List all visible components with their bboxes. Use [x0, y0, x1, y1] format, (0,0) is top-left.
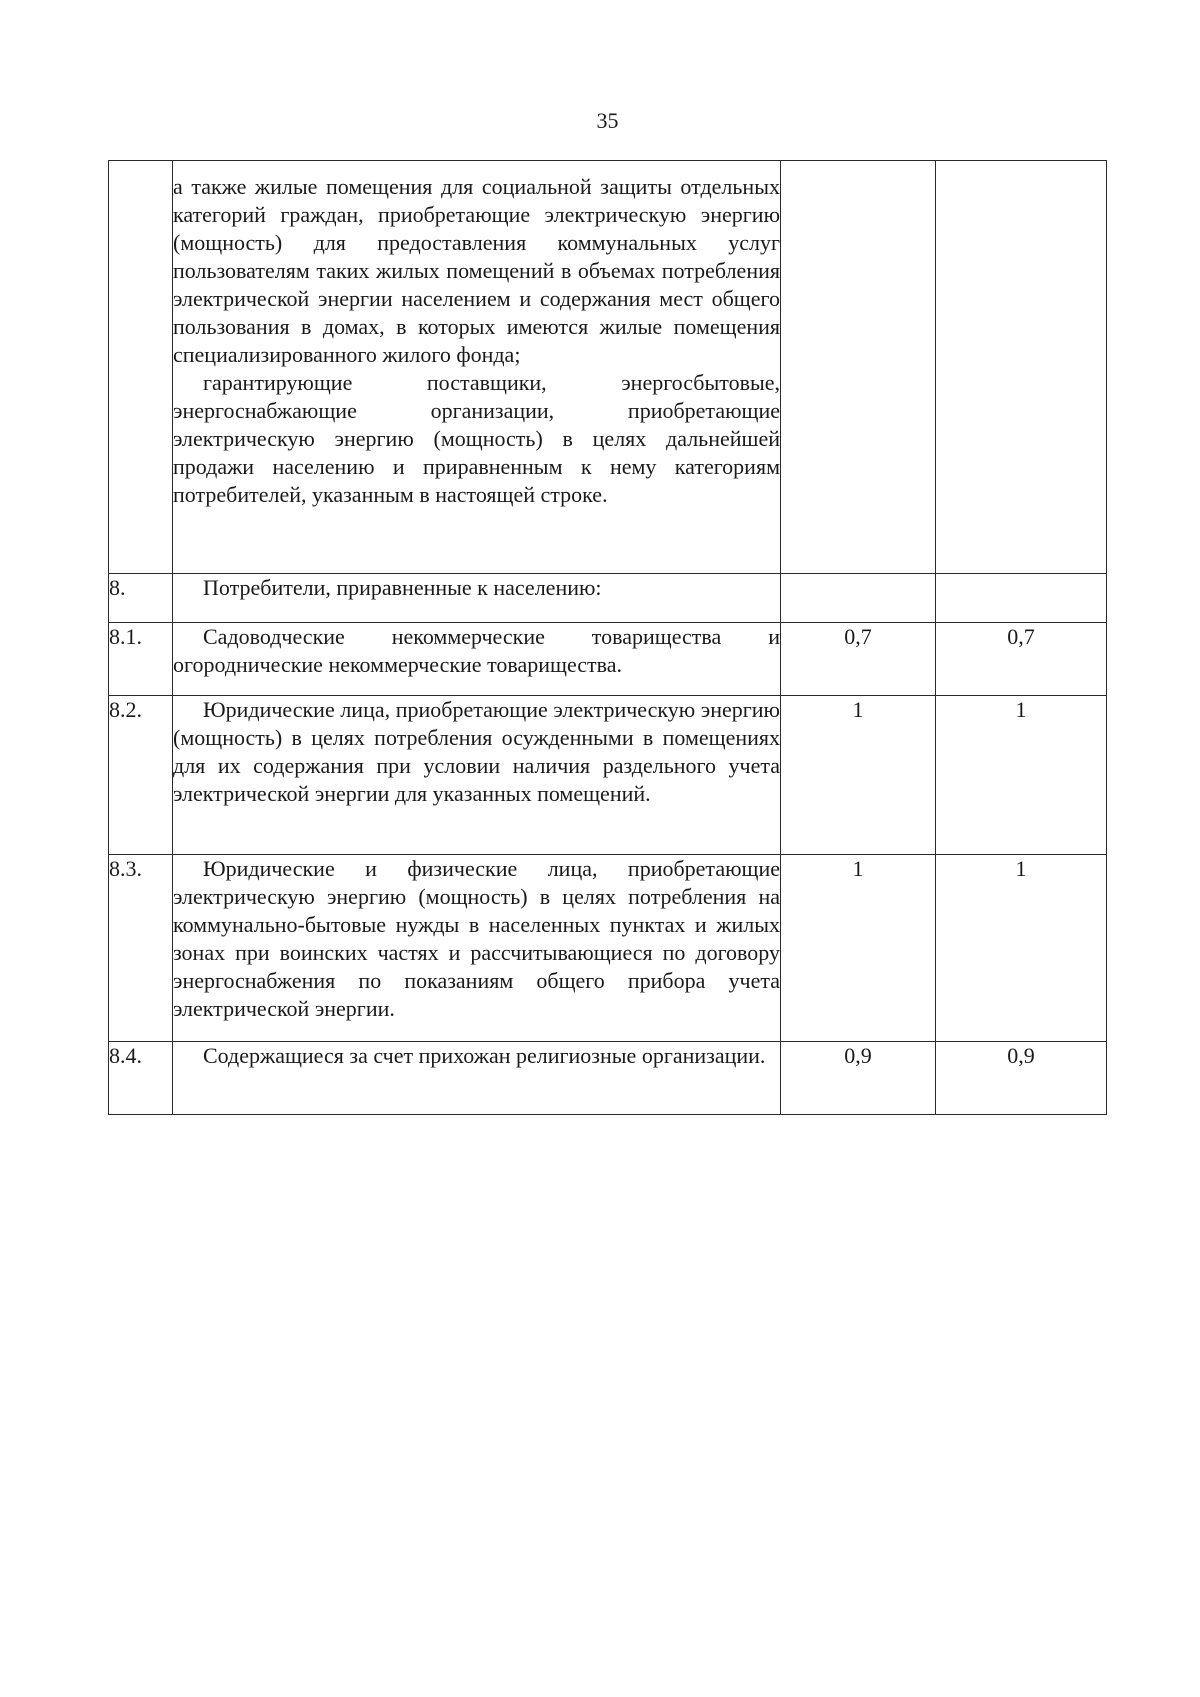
value-cell-2: 1	[936, 696, 1107, 855]
description-paragraph: Юридические и физические лица, приобретающие электрическую энергию (мощность) в целях потребления на коммунально-бытовые нужды в населенных пунктах и жилых зонах при воинских частях и рассчитывающиеся по договору энергоснабжения по показаниям общего прибора учета электрической энергии.	[173, 856, 780, 1021]
row-description-cell	[173, 623, 781, 696]
value-cell-1: 1	[781, 696, 936, 855]
tariff-coefficient-table	[108, 160, 1107, 1115]
table-row	[109, 574, 1107, 623]
row-description-cell	[173, 574, 781, 623]
table-row	[109, 696, 1107, 855]
value-cell-1	[781, 574, 936, 623]
table-row	[109, 623, 1107, 696]
value-cell-1: 0,7	[781, 623, 936, 696]
row-number-cell: 8.	[109, 574, 173, 623]
description-paragraph: Юридические лица, приобретающие электрическую энергию (мощность) в целях потребления осужденными в помещениях для их содержания при условии наличия раздельного учета электрической энергии для указанных помещений.	[173, 697, 780, 806]
value-cell-1: 0,9	[781, 1042, 936, 1115]
description-paragraph: Потребители, приравненные к населению:	[203, 575, 602, 600]
row-number-cell: 8.4.	[109, 1042, 173, 1115]
table-row	[109, 1042, 1107, 1115]
value-cell-2: 0,7	[936, 623, 1107, 696]
table-row-continuation	[109, 161, 1107, 574]
row-description-cell	[173, 855, 781, 1042]
description-paragraph: а также жилые помещения для социальной защиты отдельных категорий граждан, приобретающие электрическую энергию (мощность) для предоставления коммунальных услуг пользователям таких жилых помещений в объемах потребления электрической энергии населением и содержания мест общего пользования в домах, в которых имеются жилые помещения специализированного жилого фонда;	[173, 174, 780, 367]
row-description-cell	[173, 161, 781, 574]
description-paragraph: гарантирующие поставщики, энергосбытовые, энергоснабжающие организации, приобретающие электрическую энергию (мощность) в целях дальнейшей продажи населению и приравненным к нему категориям потребителей, указанным в настоящей строке.	[173, 370, 780, 507]
value-cell-2	[936, 161, 1107, 574]
row-number-cell: 8.1.	[109, 623, 173, 696]
row-number-cell	[109, 161, 173, 574]
value-cell-2: 0,9	[936, 1042, 1107, 1115]
table-row	[109, 855, 1107, 1042]
value-cell-2	[936, 574, 1107, 623]
row-number-cell: 8.3.	[109, 855, 173, 1042]
value-cell-1	[781, 161, 936, 574]
page-number: 35	[596, 108, 619, 133]
row-description-cell	[173, 1042, 781, 1115]
description-paragraph: Содержащиеся за счет прихожан религиозные организации.	[203, 1043, 766, 1068]
row-description-cell	[173, 696, 781, 855]
description-paragraph: Садоводческие некоммерческие товарищества и огороднические некоммерческие товарищества.	[173, 624, 780, 677]
value-cell-2: 1	[936, 855, 1107, 1042]
value-cell-1: 1	[781, 855, 936, 1042]
row-number-cell: 8.2.	[109, 696, 173, 855]
